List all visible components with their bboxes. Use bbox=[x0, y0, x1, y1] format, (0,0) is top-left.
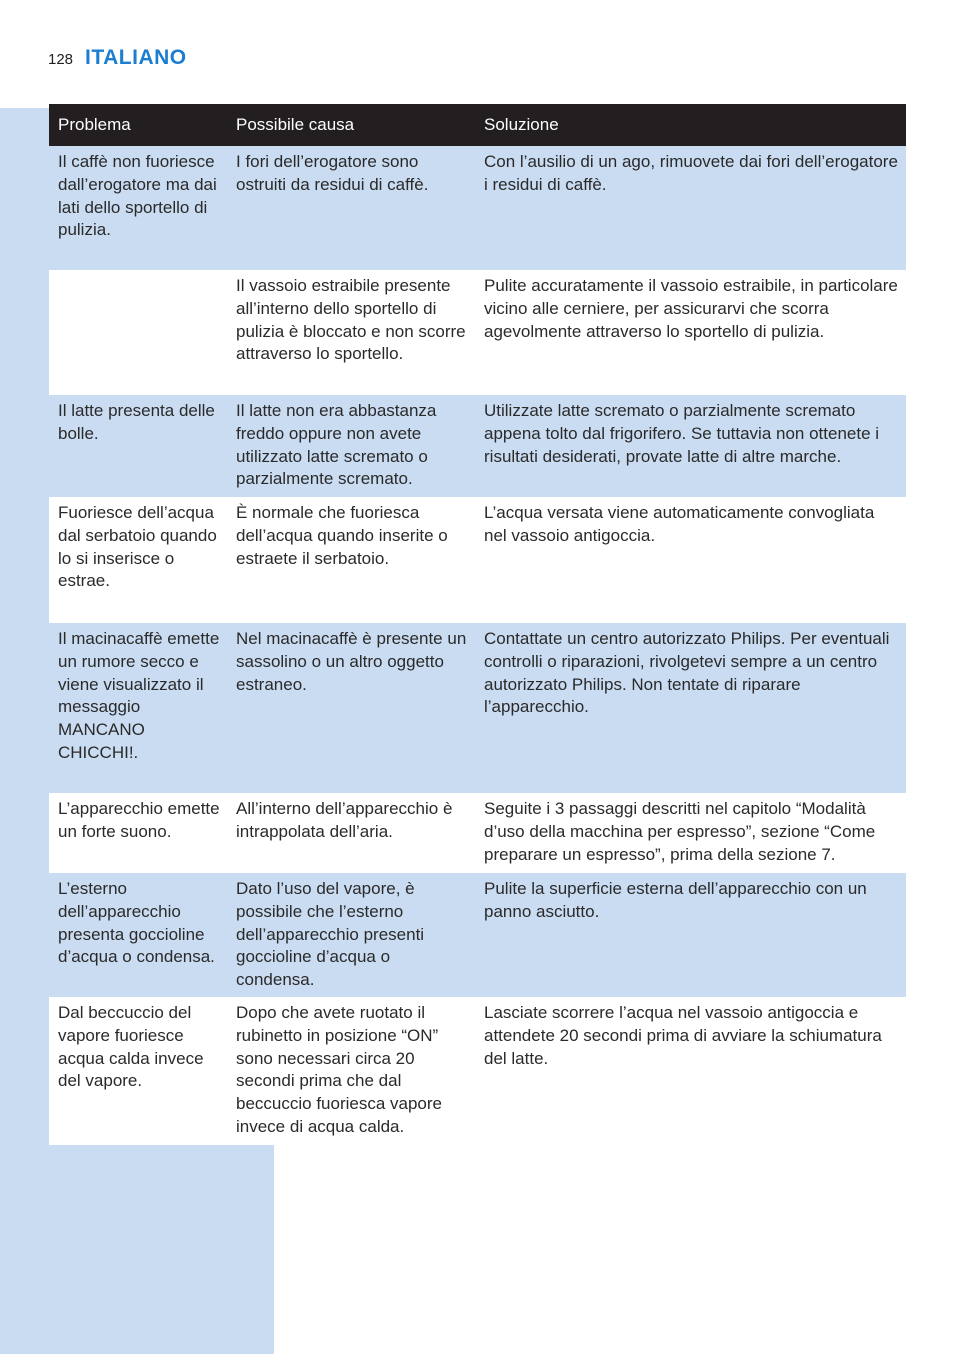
problem-cell: Il caffè non fuoriesce dall’erogatore ma dai lati dello sportello di pulizia. bbox=[58, 152, 217, 240]
page-header bbox=[48, 46, 187, 76]
problem-cell: Dal beccuccio del vapore fuoriesce acqua calda invece del vapore. bbox=[58, 1003, 204, 1091]
solution-cell: Con l’ausilio di un ago, rimuovete dai fori dell’erogatore i residui di caffè. bbox=[484, 152, 898, 194]
table-row bbox=[49, 270, 906, 395]
table-row bbox=[49, 497, 906, 623]
table-row bbox=[49, 623, 906, 793]
problem-cell: Il macinacaffè emette un rumore secco e viene visualizzato il messaggio MANCANO CHICCHI!. bbox=[58, 629, 220, 762]
cause-cell: Il latte non era abbastanza freddo oppure non avete utilizzato latte scremato o parzialmente scremato. bbox=[236, 401, 437, 489]
table-row bbox=[49, 793, 906, 873]
table-row bbox=[49, 997, 906, 1145]
table-row bbox=[49, 395, 906, 497]
cause-cell: Il vassoio estraibile presente all’interno dello sportello di pulizia è bloccato e non scorre attraverso lo sportello. bbox=[236, 276, 466, 364]
section-title: ITALIANO bbox=[85, 46, 187, 69]
solution-cell: Pulite accuratamente il vassoio estraibile, in particolare vicino alle cerniere, per assicurarvi che scorra agevolmente attraverso lo sportello di pulizia. bbox=[484, 276, 898, 341]
problem-cell: L’apparecchio emette un forte suono. bbox=[58, 799, 220, 841]
troubleshooting-table bbox=[49, 104, 906, 1145]
cause-cell: Dopo che avete ruotato il rubinetto in posizione “ON” sono necessari circa 20 secondi prima che dal beccuccio fuoriesca vapore invece di acqua calda. bbox=[236, 1003, 443, 1136]
cause-cell: All’interno dell’apparecchio è intrappolata dell’aria. bbox=[236, 799, 453, 841]
column-header-causa: Possibile causa bbox=[236, 115, 355, 134]
page-number: 128 bbox=[48, 51, 74, 68]
cause-cell: I fori dell’erogatore sono ostruiti da residui di caffè. bbox=[236, 152, 429, 194]
solution-cell: Contattate un centro autorizzato Philips. Per eventuali controlli o riparazioni, rivolgetevi sempre a un centro autorizzato Philips. Non tentate di riparare l’apparecchio. bbox=[484, 629, 890, 717]
solution-cell: Seguite i 3 passaggi descritti nel capitolo “Modalità d’uso della macchina per espresso”, sezione “Come preparare un espresso”, prima della sezione 7. bbox=[484, 799, 876, 864]
column-header-soluzione: Soluzione bbox=[484, 115, 559, 134]
problem-cell bbox=[49, 270, 227, 395]
table-header bbox=[49, 104, 906, 146]
solution-cell: Pulite la superficie esterna dell’apparecchio con un panno asciutto. bbox=[484, 879, 867, 921]
cause-cell: È normale che fuoriesca dell’acqua quando inserite o estraete il serbatoio. bbox=[236, 503, 448, 568]
solution-cell: Utilizzate latte scremato o parzialmente scremato appena tolto dal frigorifero. Se tuttavia non ottenete i risultati desiderati, provate latte di altre marche. bbox=[484, 401, 880, 466]
solution-cell: Lasciate scorrere l’acqua nel vassoio antigoccia e attendete 20 secondi prima di avviare la schiumatura del latte. bbox=[484, 1003, 882, 1068]
cause-cell: Nel macinacaffè è presente un sassolino o un altro oggetto estraneo. bbox=[236, 629, 467, 694]
column-header-problema: Problema bbox=[58, 115, 131, 134]
solution-cell: L’acqua versata viene automaticamente convogliata nel vassoio antigoccia. bbox=[484, 503, 875, 545]
problem-cell: Fuoriesce dell’acqua dal serbatoio quando lo si inserisce o estrae. bbox=[58, 503, 217, 591]
problem-cell: Il latte presenta delle bolle. bbox=[58, 401, 215, 443]
table-row bbox=[49, 146, 906, 270]
table-row bbox=[49, 873, 906, 997]
cause-cell: Dato l’uso del vapore, è possibile che l’esterno dell’apparecchio presenti goccioline d’acqua o condensa. bbox=[236, 879, 425, 990]
problem-cell: L’esterno dell’apparecchio presenta goccioline d’acqua o condensa. bbox=[58, 879, 215, 967]
